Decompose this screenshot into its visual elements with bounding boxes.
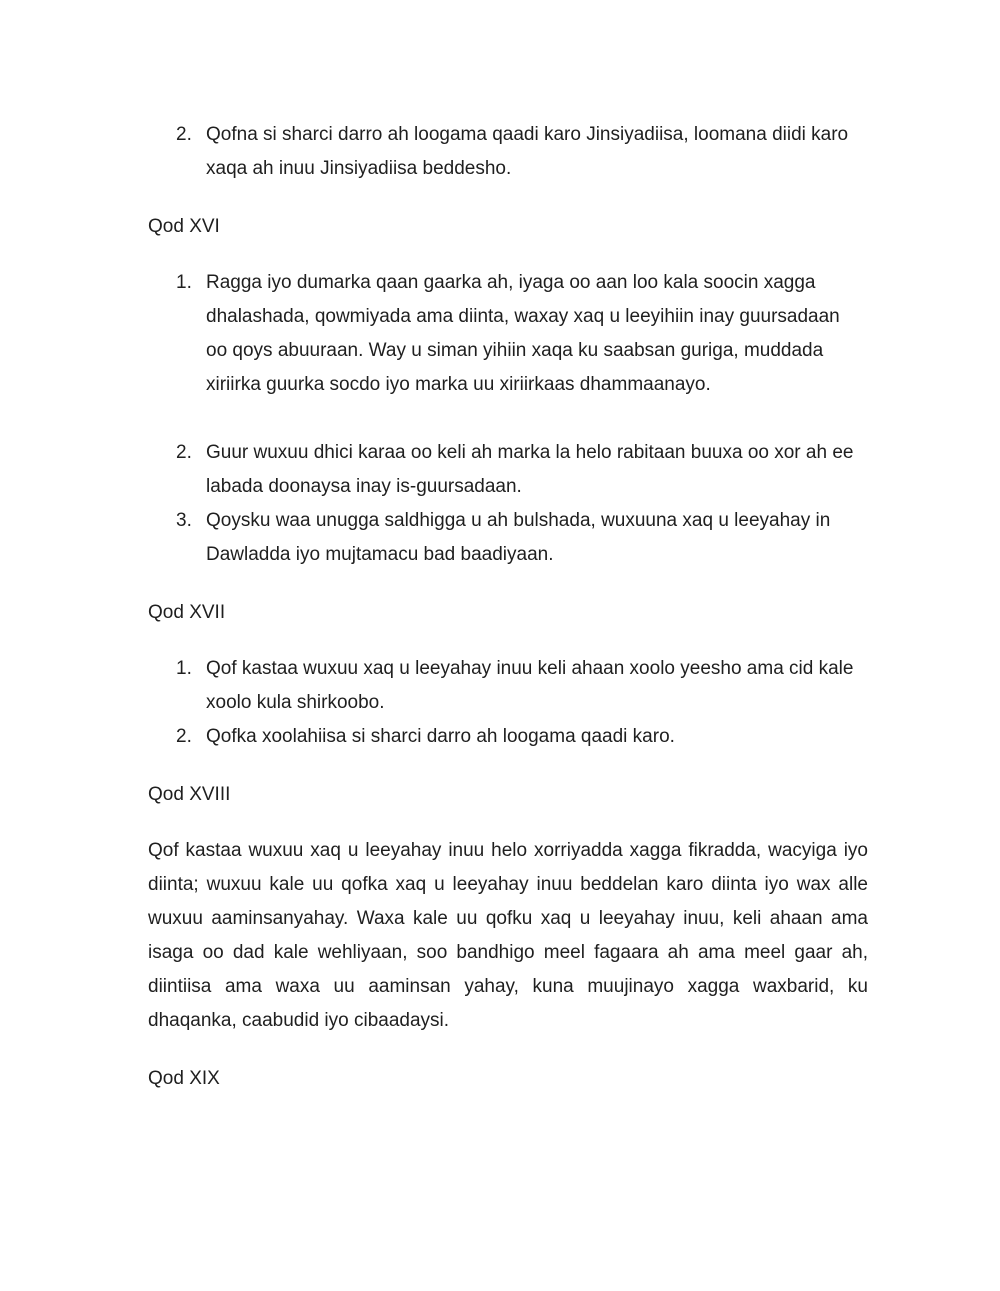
list-item-text: Qoysku waa unugga saldhigga u ah bulshada, wuxuuna xaq u leeyahay in Dawladda iyo mujtamacu bad baadiyaan. bbox=[206, 510, 831, 565]
paragraph-qod-xviii: Qof kastaa wuxuu xaq u leeyahay inuu helo xorriyadda xagga fikradda, wacyiga iyo diinta; wuxuu kale uu qofka xaq u leeyahay inuu beddelan karo diinta iyo wax alle wuxuu aaminsanyahay. Waxa kale uu qofku xaq u leeyahay inuu, keli ahaan ama isaga oo dad kale wehliyaan, soo bandhigo meel fagaara ah ama meel gaar ah, diintiisa ama waxa uu aaminsan yahay, kuna muujinayo xagga waxbarid, ku dhaqanka, caabudid iyo cibaadaysi. bbox=[148, 840, 868, 1031]
list-item-qod-xvii-2 bbox=[176, 720, 866, 754]
list-number: 1. bbox=[176, 272, 192, 293]
section-heading-qod-xix: Qod XIX bbox=[148, 1068, 220, 1089]
list-item-qod-xv-2 bbox=[176, 118, 866, 186]
list-item-text: Qofka xoolahiisa si sharci darro ah loogama qaadi karo. bbox=[206, 726, 675, 747]
list-item-text: Qof kastaa wuxuu xaq u leeyahay inuu keli ahaan xoolo yeesho ama cid kale xoolo kula shirkoobo. bbox=[206, 658, 854, 713]
list-item-text: Ragga iyo dumarka qaan gaarka ah, iyaga oo aan loo kala soocin xagga dhalashada, qowmiyada ama diinta, waxay xaq u leeyihiin inay guursadaan oo qoys abuuraan. Way u siman yihiin xaqa ku saabsan guriga, muddada xiriirka guurka socdo iyo marka uu xiriirkaas dhammaanayo. bbox=[206, 272, 840, 395]
list-number: 2. bbox=[176, 726, 192, 747]
section-heading-qod-xvi: Qod XVI bbox=[148, 216, 220, 237]
section-heading-qod-xvii: Qod XVII bbox=[148, 602, 226, 623]
list-item-text: Guur wuxuu dhici karaa oo keli ah marka la helo rabitaan buuxa oo xor ah ee labada doonaysa inay is-guursadaan. bbox=[206, 442, 854, 497]
list-number: 3. bbox=[176, 510, 192, 531]
section-heading-qod-xviii: Qod XVIII bbox=[148, 784, 231, 805]
list-number: 1. bbox=[176, 658, 192, 679]
list-item-text: Qofna si sharci darro ah loogama qaadi karo Jinsiyadiisa, loomana diidi karo xaqa ah inuu Jinsiyadiisa beddesho. bbox=[206, 124, 849, 179]
list-number: 2. bbox=[176, 124, 192, 145]
list-number: 2. bbox=[176, 442, 192, 463]
list-item-qod-xvi-2 bbox=[176, 436, 866, 504]
list-item-qod-xvi-3 bbox=[176, 504, 866, 572]
list-item-qod-xvii-1 bbox=[176, 652, 866, 720]
list-item-qod-xvi-1 bbox=[176, 266, 866, 402]
